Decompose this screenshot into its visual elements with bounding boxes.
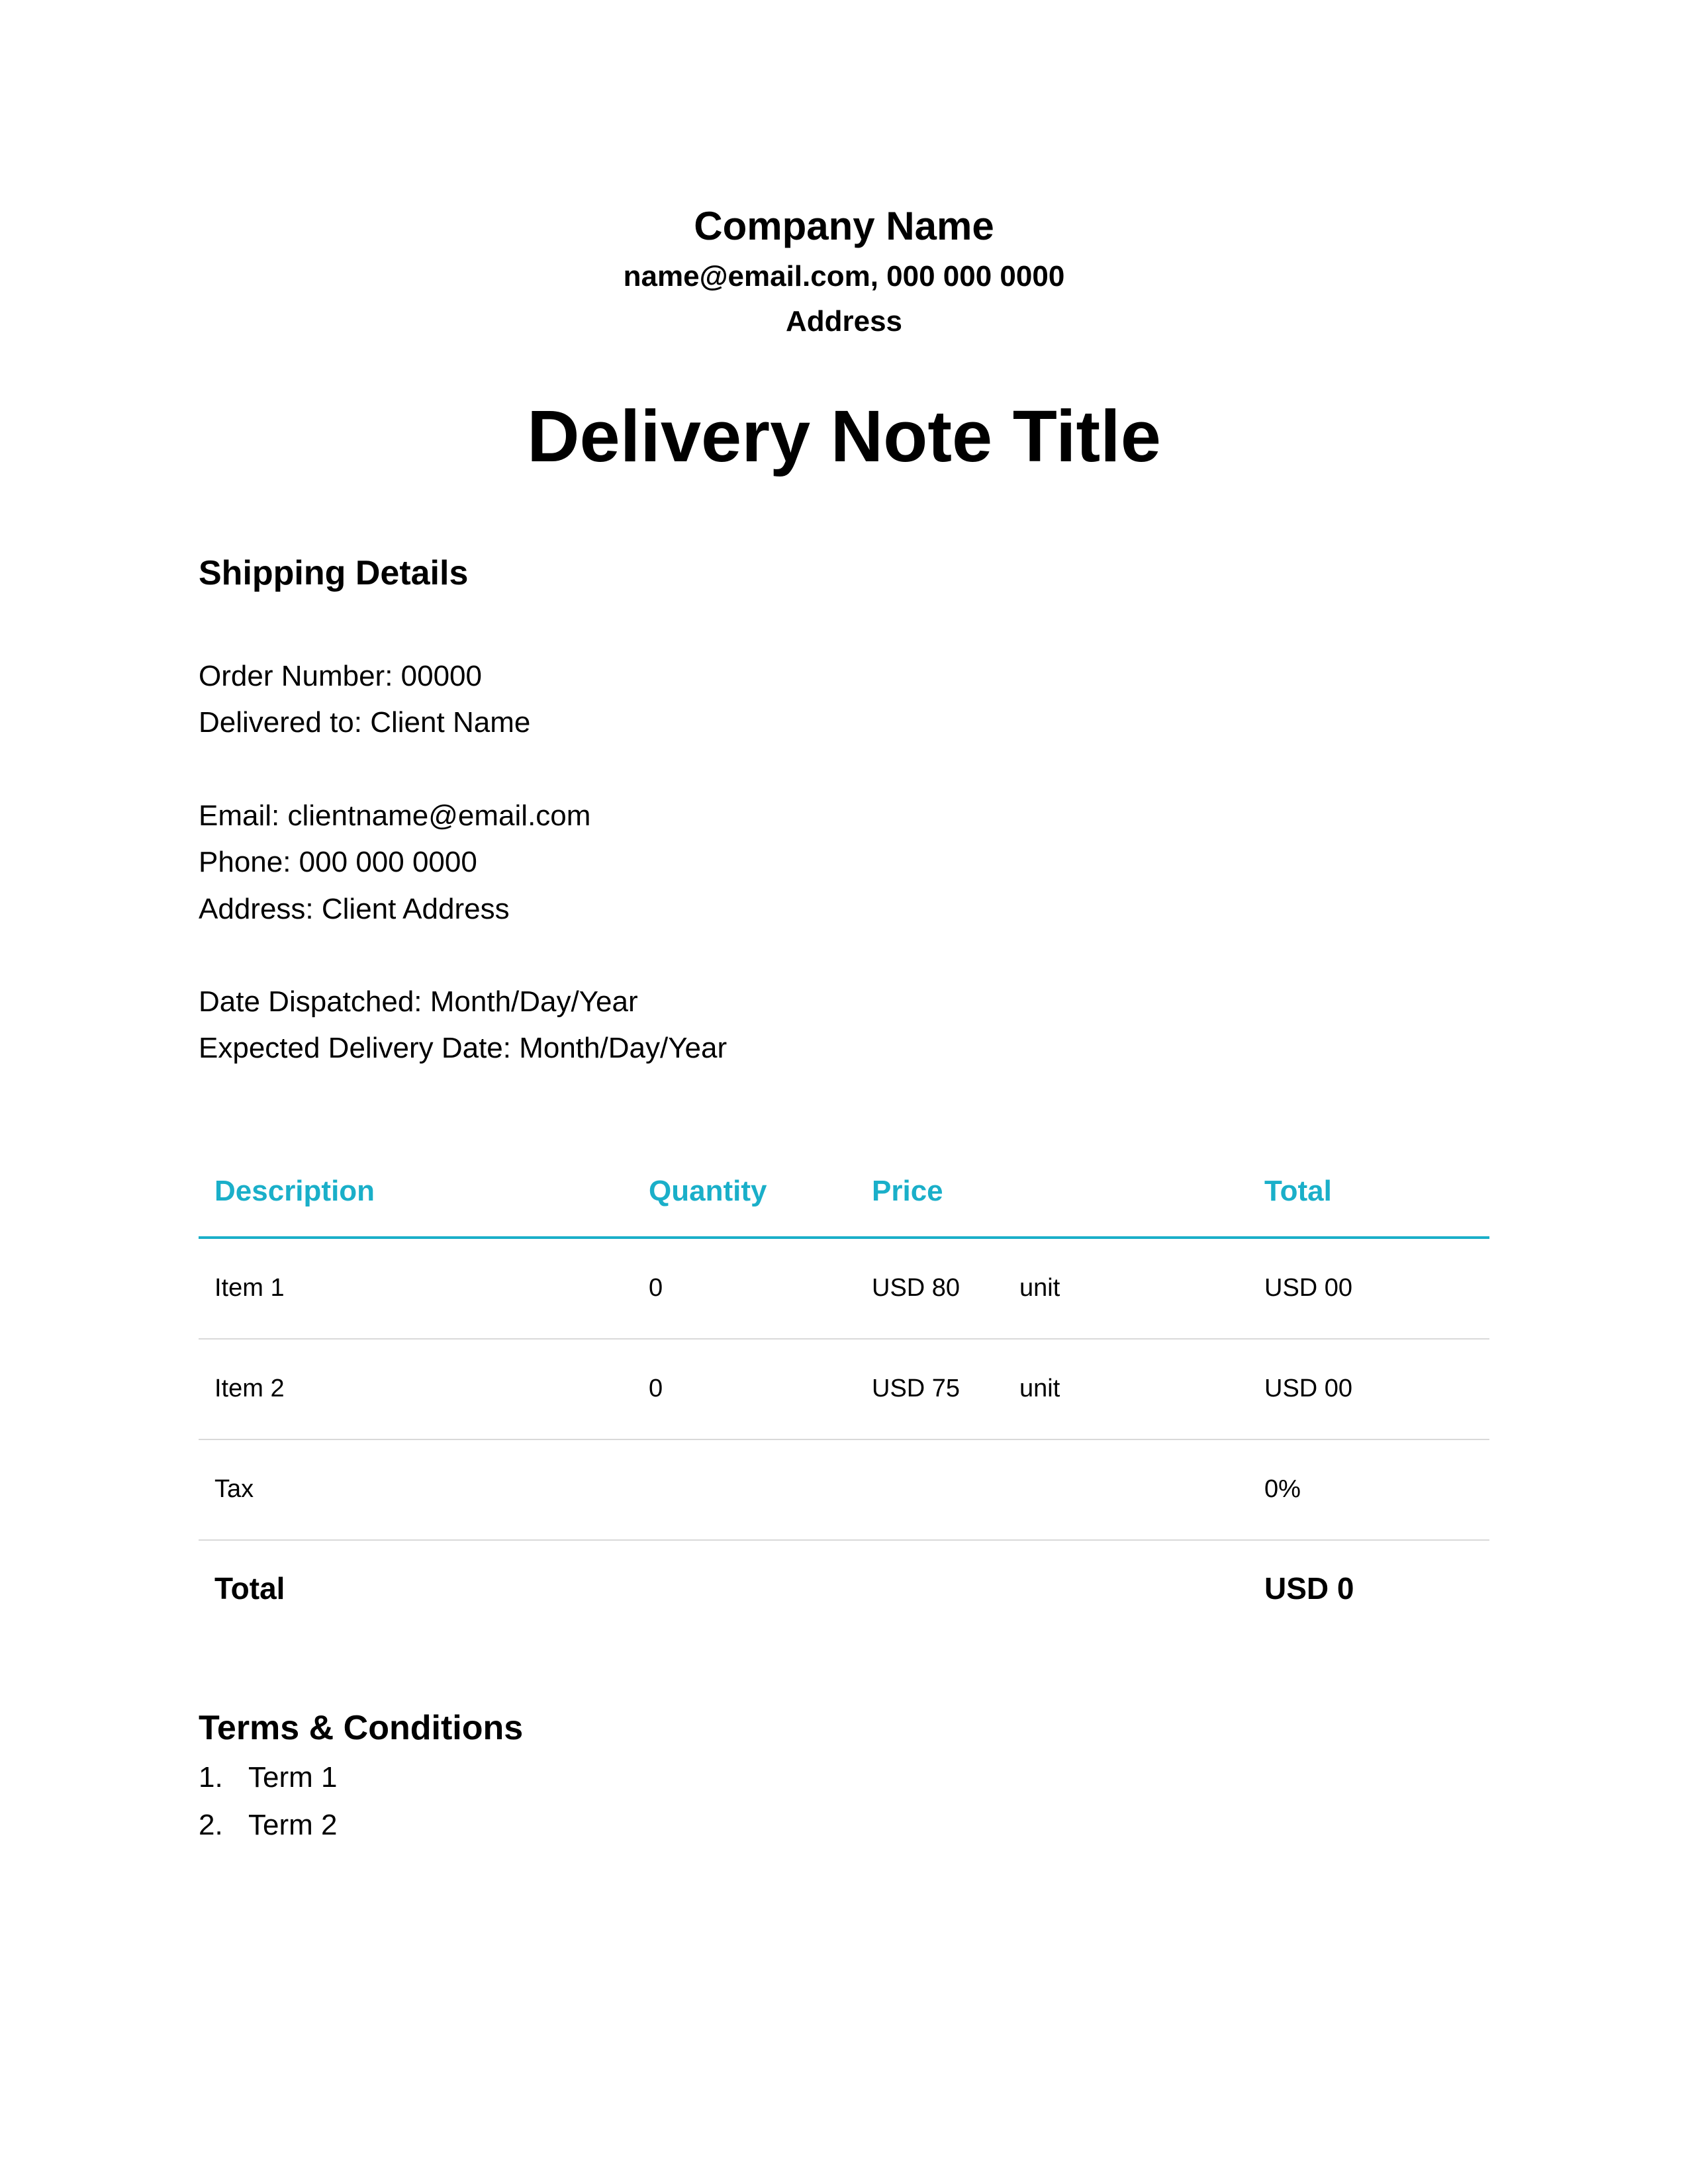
table-header — [199, 1152, 1489, 1239]
tax-label: Tax — [214, 1475, 254, 1503]
grand-total-label: Total — [214, 1571, 285, 1606]
items-table — [199, 1152, 1489, 1640]
company-name: Company Name — [694, 204, 994, 248]
list-item — [199, 1754, 337, 1801]
client-address: Address: Client Address — [199, 893, 510, 925]
item-price: USD 75 — [872, 1375, 961, 1402]
order-number: Order Number: 00000 — [199, 660, 482, 692]
header-price: Price — [872, 1175, 943, 1207]
term-number: 1. — [199, 1761, 223, 1794]
date-dispatched: Date Dispatched: Month/Day/Year — [199, 985, 638, 1018]
item-price: USD 80 — [872, 1274, 961, 1302]
terms-list — [199, 1754, 337, 1849]
item-description: Item 2 — [214, 1375, 285, 1402]
term-text: Term 1 — [248, 1761, 338, 1794]
item-description: Item 1 — [214, 1274, 285, 1302]
company-header — [0, 199, 1688, 344]
client-email: Email: clientname@email.com — [199, 799, 591, 832]
header-quantity: Quantity — [649, 1175, 767, 1207]
grand-total-value: USD 0 — [1264, 1571, 1354, 1606]
client-phone: Phone: 000 000 0000 — [199, 846, 477, 878]
delivered-to: Delivered to: Client Name — [199, 706, 531, 739]
tax-value: 0% — [1264, 1475, 1301, 1503]
item-quantity: 0 — [649, 1274, 663, 1302]
company-contact: name@email.com, 000 000 0000 — [623, 260, 1065, 293]
item-total: USD 00 — [1264, 1375, 1353, 1402]
table-row — [199, 1340, 1489, 1440]
shipping-details-heading: Shipping Details — [199, 554, 469, 592]
terms-heading: Terms & Conditions — [199, 1709, 524, 1747]
header-total: Total — [1264, 1175, 1332, 1207]
item-unit: unit — [1019, 1274, 1060, 1302]
item-quantity: 0 — [649, 1375, 663, 1402]
item-total: USD 00 — [1264, 1274, 1353, 1302]
term-number: 2. — [199, 1809, 223, 1841]
list-item — [199, 1801, 337, 1849]
document-title: Delivery Note Title — [527, 396, 1161, 477]
item-unit: unit — [1019, 1375, 1060, 1402]
table-row — [199, 1239, 1489, 1340]
tax-row — [199, 1440, 1489, 1541]
expected-delivery-date: Expected Delivery Date: Month/Day/Year — [199, 1032, 727, 1064]
term-text: Term 2 — [248, 1809, 338, 1841]
company-address: Address — [785, 305, 903, 338]
grand-total-row — [199, 1541, 1489, 1640]
header-description: Description — [214, 1175, 375, 1207]
